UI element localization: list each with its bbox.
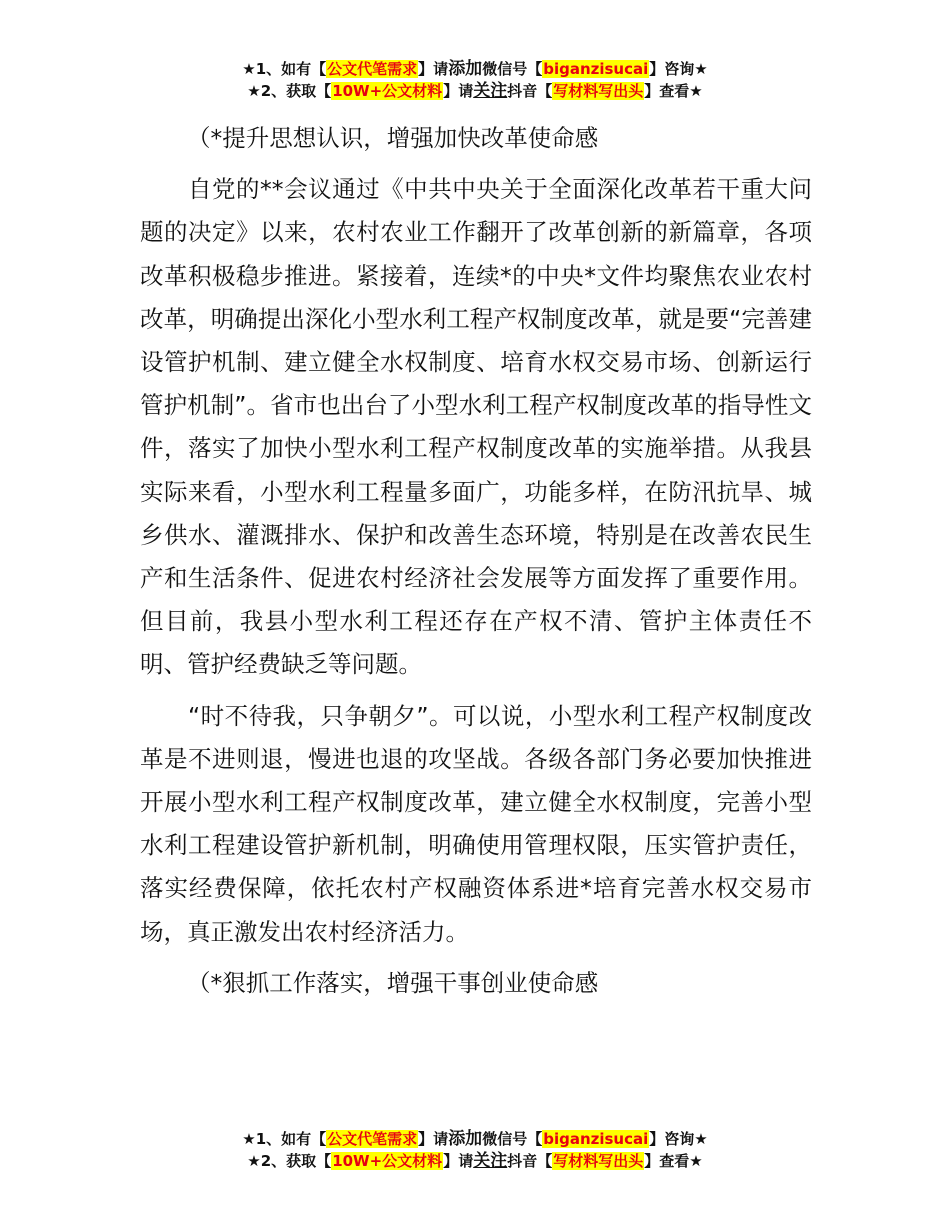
- section-heading: （*狠抓工作落实，增强干事创业使命感: [187, 968, 599, 997]
- banner-text: 抖音【: [507, 82, 553, 100]
- banner-text: 】请: [418, 1130, 449, 1148]
- banner-text: 】请: [443, 1152, 474, 1170]
- header-banner: [0, 58, 950, 102]
- banner-line-2: [0, 80, 950, 102]
- banner-text: 】请: [443, 82, 474, 100]
- banner-text: 】咨询★: [649, 60, 708, 78]
- banner-douyin-id: 写材料写出头: [553, 82, 644, 100]
- banner-emphasis: 添加: [448, 59, 483, 79]
- paragraph: “时不待我，只争朝夕”。可以说，小型水利工程产权制度改革是不进则退，慢进也退的攻坚战。各级各部门务必要加快推进开展小型水利工程产权制度改革，建立健全水权制度，完善小型水利工程建设管护新机制，明确使用管理权限，压实管护责任，落实经费保障，依托农村产权融资体系进*培育完善水权交易市场，真正激发出农村经济活力。: [140, 701, 812, 946]
- paragraph: 自党的**会议通过《中共中央关于全面深化改革若干重大问题的决定》以来，农村农业工作翻开了改革创新的新篇章，各项改革积极稳步推进。紧接着，连续*的中央*文件均聚焦农业农村改革，明确提出深化小型水利工程产权制度改革，就是要“完善建设管护机制、建立健全水权制度、培育水权交易市场、创新运行管护机制”。省市也出台了小型水利工程产权制度改革的指导性文件，落实了加快小型水利工程产权制度改革的实施举措。从我县实际来看，小型水利工程量多面广，功能多样，在防汛抗旱、城乡供水、灌溉排水、保护和改善生态环境，特别是在改善农民生产和生活条件、促进农村经济社会发展等方面发挥了重要作用。但目前，我县小型水利工程还存在产权不清、管护主体责任不明、管护经费缺乏等问题。: [140, 175, 812, 679]
- banner-text: 】请: [418, 60, 449, 78]
- banner-emphasis: 关注: [473, 81, 508, 101]
- banner-text: 微信号【: [482, 60, 543, 78]
- banner-text: 微信号【: [482, 1130, 543, 1148]
- document-body: [140, 117, 812, 1005]
- banner-text: 】咨询★: [649, 1130, 708, 1148]
- banner-emphasis: 关注: [473, 1151, 508, 1171]
- banner-text: ★1、如有【: [242, 1130, 327, 1148]
- banner-text: ★2、获取【: [247, 82, 332, 100]
- banner-douyin-id: 写材料写出头: [553, 1152, 644, 1170]
- banner-line-2: [0, 1150, 950, 1172]
- banner-text: 抖音【: [507, 1152, 553, 1170]
- footer-banner: [0, 1128, 950, 1172]
- banner-text: ★2、获取【: [247, 1152, 332, 1170]
- banner-emphasis: 添加: [448, 1129, 483, 1149]
- banner-text: 】查看★: [644, 82, 703, 100]
- banner-text: 】查看★: [644, 1152, 703, 1170]
- banner-wechat-id: biganzisucai: [543, 60, 649, 78]
- banner-line-1: [0, 58, 950, 80]
- banner-highlight: 公文代笔需求: [327, 60, 418, 78]
- banner-line-1: [0, 1128, 950, 1150]
- banner-wechat-id: biganzisucai: [543, 1130, 649, 1148]
- banner-highlight: 10W+公文材料: [332, 1152, 443, 1170]
- banner-highlight: 10W+公文材料: [332, 82, 443, 100]
- banner-highlight: 公文代笔需求: [327, 1130, 418, 1148]
- banner-text: ★1、如有【: [242, 60, 327, 78]
- section-heading: （*提升思想认识，增强加快改革使命感: [187, 124, 599, 152]
